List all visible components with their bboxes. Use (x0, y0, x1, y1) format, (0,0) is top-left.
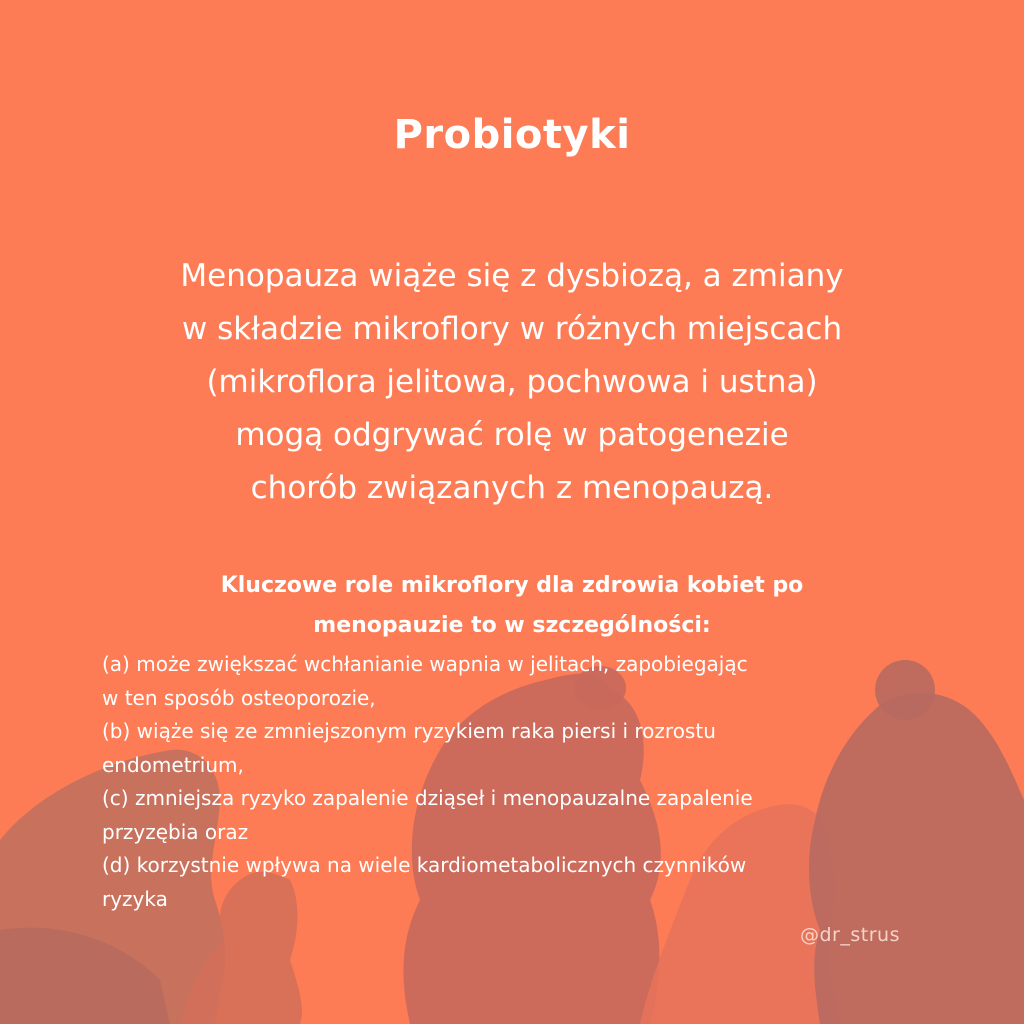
key-roles-list (102, 648, 962, 916)
intro-paragraph (80, 250, 944, 515)
intro-line: w składzie mikroflory w różnych miejscach (181, 311, 843, 347)
list-item-line: (d) korzystnie wpływa na wiele kardiometabolicznych czynników (102, 853, 747, 877)
list-item-line: ryzyka (102, 886, 168, 911)
list-item-line: (b) wiąże się ze zmniejszonym ryzykiem raka piersi i rozrostu (102, 719, 716, 743)
intro-line: Menopauza wiąże się z dysbiozą, a zmiany (180, 258, 844, 294)
intro-line: chorób związanych z menopauzą. (250, 470, 774, 506)
list-item-line: endometrium, (102, 752, 244, 777)
key-heading-line: Kluczowe role mikroflory dla zdrowia kobiet po (220, 573, 804, 598)
intro-line: (mikroflora jelitowa, pochwowa i ustna) (206, 364, 818, 400)
key-heading-line: menopauzie to w szczególności: (313, 613, 711, 638)
author-handle: @dr_strus (800, 924, 900, 946)
list-item-line: w ten sposób osteoporozie, (102, 685, 376, 710)
list-item-line: (c) zmniejsza ryzyko zapalenie dziąseł i menopauzalne zapalenie (102, 786, 753, 810)
page-title: Probiotyki (393, 112, 631, 158)
key-roles-heading (80, 566, 944, 646)
list-item-line: przyzębia oraz (102, 819, 249, 844)
intro-line: mogą odgrywać rolę w patogenezie (235, 417, 789, 453)
list-item-line: (a) może zwiększać wchłanianie wapnia w jelitach, zapobiegając (102, 652, 748, 676)
